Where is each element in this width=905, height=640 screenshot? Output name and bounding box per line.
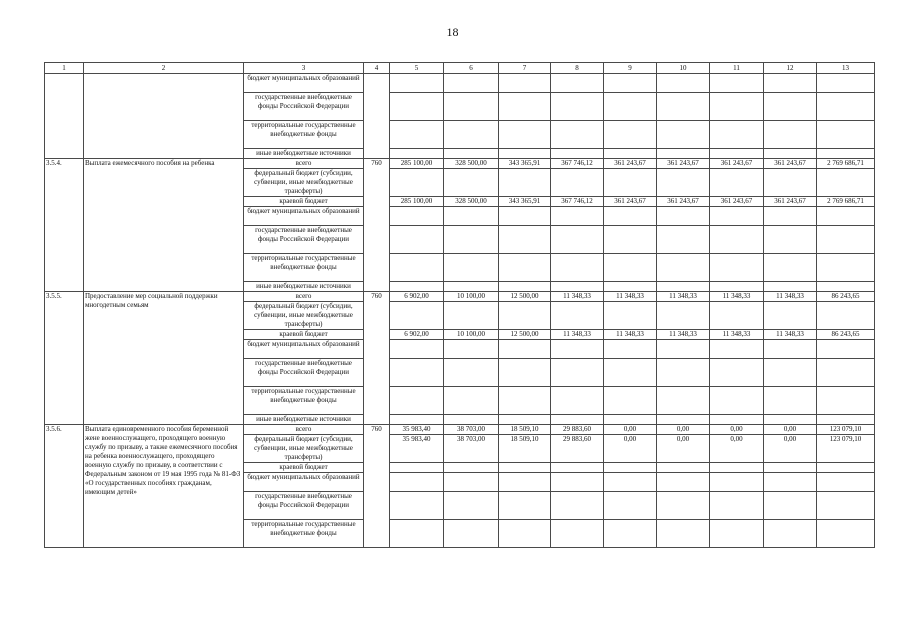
item-code: 3.5.5. [45, 292, 84, 425]
amount-cell [604, 463, 657, 473]
amount-cell [657, 169, 710, 197]
amount-cell: 361 243,67 [604, 197, 657, 207]
amount-cell [710, 169, 764, 197]
table-row [45, 292, 875, 302]
amount-cell [444, 121, 499, 149]
amount-cell [390, 226, 444, 254]
amount-cell [390, 463, 444, 473]
amount-cell [499, 254, 551, 282]
amount-cell: 2 769 686,71 [817, 159, 875, 169]
column-number: 2 [84, 63, 244, 74]
item-name: Выплата ежемесячного пособия на ребенка [84, 159, 244, 292]
amount-cell [444, 302, 499, 330]
amount-cell [604, 207, 657, 226]
amount-cell [764, 74, 817, 93]
amount-cell: 29 883,60 [551, 425, 604, 435]
amount-cell [657, 492, 710, 520]
funding-source: федеральный бюджет (субсидии, субвенции, иные межбюджетные трансферты) [244, 435, 364, 463]
amount-cell: 11 348,33 [710, 330, 764, 340]
amount-cell [499, 93, 551, 121]
amount-cell [764, 473, 817, 492]
amount-cell [710, 74, 764, 93]
amount-cell [657, 520, 710, 548]
amount-cell [444, 149, 499, 159]
amount-cell [764, 359, 817, 387]
funding-source: иные внебюджетные источники [244, 415, 364, 425]
amount-cell [604, 74, 657, 93]
funding-source: государственные внебюджетные фонды Российской Федерации [244, 359, 364, 387]
table-row [45, 425, 875, 435]
amount-cell [764, 387, 817, 415]
amount-cell [604, 520, 657, 548]
amount-cell [710, 387, 764, 415]
table-row [45, 159, 875, 169]
amount-cell [657, 226, 710, 254]
amount-cell [710, 473, 764, 492]
amount-cell: 38 703,00 [444, 425, 499, 435]
amount-cell [390, 340, 444, 359]
funding-source: территориальные государственные внебюджетные фонды [244, 121, 364, 149]
amount-cell: 11 348,33 [604, 330, 657, 340]
amount-cell: 123 079,10 [817, 435, 875, 463]
amount-cell [444, 282, 499, 292]
amount-cell [499, 149, 551, 159]
amount-cell [444, 169, 499, 197]
column-number: 9 [604, 63, 657, 74]
amount-cell [604, 149, 657, 159]
amount-cell [390, 254, 444, 282]
amount-cell: 11 348,33 [551, 330, 604, 340]
amount-cell: 0,00 [764, 435, 817, 463]
amount-cell [657, 93, 710, 121]
amount-cell [817, 207, 875, 226]
amount-cell [499, 282, 551, 292]
amount-cell [551, 93, 604, 121]
amount-cell: 11 348,33 [551, 292, 604, 302]
amount-cell [657, 282, 710, 292]
amount-cell [551, 520, 604, 548]
column-4-code [364, 74, 390, 159]
amount-cell [444, 473, 499, 492]
amount-cell [604, 169, 657, 197]
amount-cell [764, 282, 817, 292]
funding-source: федеральный бюджет (субсидии, субвенции, иные межбюджетные трансферты) [244, 169, 364, 197]
amount-cell [444, 387, 499, 415]
amount-cell: 11 348,33 [764, 330, 817, 340]
amount-cell [551, 74, 604, 93]
amount-cell [604, 359, 657, 387]
amount-cell [499, 121, 551, 149]
amount-cell [604, 121, 657, 149]
amount-cell [444, 74, 499, 93]
amount-cell [710, 149, 764, 159]
amount-cell [551, 359, 604, 387]
amount-cell: 343 365,91 [499, 159, 551, 169]
amount-cell [499, 226, 551, 254]
column-number-row [45, 63, 875, 74]
amount-cell [551, 121, 604, 149]
amount-cell: 11 348,33 [657, 292, 710, 302]
amount-cell [444, 207, 499, 226]
funding-source: федеральный бюджет (субсидии, субвенции, иные межбюджетные трансферты) [244, 302, 364, 330]
amount-cell [390, 415, 444, 425]
amount-cell [499, 387, 551, 415]
amount-cell: 0,00 [604, 435, 657, 463]
amount-cell [499, 74, 551, 93]
amount-cell [817, 121, 875, 149]
amount-cell [604, 254, 657, 282]
amount-cell [764, 121, 817, 149]
amount-cell [604, 226, 657, 254]
item-code: 3.5.6. [45, 425, 84, 548]
funding-source: государственные внебюджетные фонды Российской Федерации [244, 93, 364, 121]
amount-cell [817, 74, 875, 93]
amount-cell [444, 415, 499, 425]
amount-cell [551, 463, 604, 473]
amount-cell [551, 254, 604, 282]
amount-cell: 285 100,00 [390, 197, 444, 207]
amount-cell [710, 463, 764, 473]
amount-cell: 6 902,00 [390, 330, 444, 340]
amount-cell: 86 243,65 [817, 330, 875, 340]
funding-source: всего [244, 159, 364, 169]
amount-cell [710, 121, 764, 149]
column-number: 6 [444, 63, 499, 74]
amount-cell: 361 243,67 [657, 197, 710, 207]
amount-cell [390, 93, 444, 121]
amount-cell [551, 226, 604, 254]
column-4-code: 760 [364, 292, 390, 425]
funding-source: территориальные государственные внебюджетные фонды [244, 520, 364, 548]
amount-cell: 0,00 [710, 435, 764, 463]
amount-cell: 361 243,67 [710, 159, 764, 169]
amount-cell: 343 365,91 [499, 197, 551, 207]
funding-source: иные внебюджетные источники [244, 282, 364, 292]
amount-cell [817, 520, 875, 548]
amount-cell [444, 463, 499, 473]
amount-cell [657, 387, 710, 415]
amount-cell [764, 254, 817, 282]
amount-cell [764, 169, 817, 197]
budget-table [44, 62, 875, 548]
amount-cell: 12 500,00 [499, 330, 551, 340]
page-number: 18 [446, 25, 459, 39]
amount-cell [499, 492, 551, 520]
column-number: 12 [764, 63, 817, 74]
amount-cell [657, 121, 710, 149]
column-number: 8 [551, 63, 604, 74]
amount-cell [710, 415, 764, 425]
amount-cell: 35 983,40 [390, 435, 444, 463]
amount-cell [499, 473, 551, 492]
amount-cell: 123 079,10 [817, 425, 875, 435]
amount-cell: 35 983,40 [390, 425, 444, 435]
item-code [45, 74, 84, 159]
amount-cell [764, 520, 817, 548]
amount-cell [710, 93, 764, 121]
amount-cell [390, 207, 444, 226]
amount-cell [444, 93, 499, 121]
amount-cell [390, 282, 444, 292]
amount-cell [657, 254, 710, 282]
amount-cell: 367 746,12 [551, 197, 604, 207]
amount-cell: 0,00 [710, 425, 764, 435]
amount-cell: 10 100,00 [444, 330, 499, 340]
column-number: 3 [244, 63, 364, 74]
amount-cell: 38 703,00 [444, 435, 499, 463]
amount-cell: 361 243,67 [764, 197, 817, 207]
amount-cell [604, 93, 657, 121]
amount-cell [764, 463, 817, 473]
amount-cell: 361 243,67 [710, 197, 764, 207]
amount-cell [764, 93, 817, 121]
amount-cell [710, 207, 764, 226]
amount-cell [551, 169, 604, 197]
amount-cell [604, 387, 657, 415]
amount-cell [390, 302, 444, 330]
amount-cell: 29 883,60 [551, 435, 604, 463]
amount-cell [710, 359, 764, 387]
amount-cell: 10 100,00 [444, 292, 499, 302]
amount-cell [499, 340, 551, 359]
amount-cell: 361 243,67 [604, 159, 657, 169]
column-number: 4 [364, 63, 390, 74]
amount-cell: 328 500,00 [444, 197, 499, 207]
amount-cell [657, 359, 710, 387]
amount-cell [817, 169, 875, 197]
amount-cell: 0,00 [657, 435, 710, 463]
item-name: Выплата единовременного пособия беременной жене военнослужащего, проходящего военную службу по призыву, а также ежемесячного пособия на ребенка военнослужащего, проходящего военную службу по призыву, в соответствии с Федеральным законом от 19 мая 1995 года № 81-ФЗ «О государственных пособиях гражданам, имеющим детей» [84, 425, 244, 548]
item-code: 3.5.4. [45, 159, 84, 292]
amount-cell [551, 149, 604, 159]
funding-source: государственные внебюджетные фонды Российской Федерации [244, 492, 364, 520]
amount-cell [817, 463, 875, 473]
amount-cell [657, 74, 710, 93]
amount-cell [604, 492, 657, 520]
amount-cell [817, 302, 875, 330]
amount-cell [390, 169, 444, 197]
column-number: 13 [817, 63, 875, 74]
amount-cell [604, 302, 657, 330]
amount-cell [764, 340, 817, 359]
amount-cell: 18 509,10 [499, 425, 551, 435]
amount-cell [390, 149, 444, 159]
amount-cell: 0,00 [657, 425, 710, 435]
amount-cell [817, 282, 875, 292]
amount-cell [817, 93, 875, 121]
column-number: 10 [657, 63, 710, 74]
amount-cell [444, 359, 499, 387]
amount-cell [551, 415, 604, 425]
amount-cell [390, 473, 444, 492]
amount-cell [764, 149, 817, 159]
column-4-code: 760 [364, 425, 390, 548]
amount-cell [764, 415, 817, 425]
amount-cell [710, 226, 764, 254]
amount-cell [499, 302, 551, 330]
amount-cell [390, 121, 444, 149]
table-body [45, 63, 875, 548]
funding-source: государственные внебюджетные фонды Российской Федерации [244, 226, 364, 254]
amount-cell [604, 282, 657, 292]
funding-source: краевой бюджет [244, 197, 364, 207]
amount-cell [499, 463, 551, 473]
amount-cell [444, 254, 499, 282]
amount-cell [710, 282, 764, 292]
amount-cell: 361 243,67 [657, 159, 710, 169]
amount-cell [499, 415, 551, 425]
amount-cell [817, 254, 875, 282]
amount-cell [657, 149, 710, 159]
amount-cell [657, 415, 710, 425]
funding-source: бюджет муниципальных образований [244, 74, 364, 93]
amount-cell [499, 207, 551, 226]
amount-cell [390, 387, 444, 415]
amount-cell [499, 169, 551, 197]
amount-cell [551, 302, 604, 330]
amount-cell [551, 492, 604, 520]
amount-cell [710, 340, 764, 359]
column-number: 11 [710, 63, 764, 74]
table-row [45, 74, 875, 93]
column-number: 1 [45, 63, 84, 74]
column-4-code: 760 [364, 159, 390, 292]
amount-cell [551, 340, 604, 359]
amount-cell: 86 243,65 [817, 292, 875, 302]
amount-cell [817, 387, 875, 415]
amount-cell [710, 492, 764, 520]
amount-cell: 11 348,33 [710, 292, 764, 302]
amount-cell: 12 500,00 [499, 292, 551, 302]
amount-cell [657, 302, 710, 330]
funding-source: краевой бюджет [244, 330, 364, 340]
amount-cell: 367 746,12 [551, 159, 604, 169]
amount-cell [604, 473, 657, 492]
amount-cell: 6 902,00 [390, 292, 444, 302]
amount-cell [764, 226, 817, 254]
amount-cell [657, 207, 710, 226]
amount-cell [817, 415, 875, 425]
amount-cell [657, 463, 710, 473]
amount-cell [604, 415, 657, 425]
funding-source: всего [244, 292, 364, 302]
amount-cell: 11 348,33 [604, 292, 657, 302]
amount-cell [390, 359, 444, 387]
amount-cell [764, 492, 817, 520]
amount-cell [657, 473, 710, 492]
funding-source: территориальные государственные внебюджетные фонды [244, 254, 364, 282]
amount-cell [499, 359, 551, 387]
amount-cell [444, 520, 499, 548]
item-name [84, 74, 244, 159]
funding-source: краевой бюджет [244, 463, 364, 473]
column-number: 7 [499, 63, 551, 74]
amount-cell [604, 340, 657, 359]
funding-source: иные внебюджетные источники [244, 149, 364, 159]
amount-cell: 2 769 686,71 [817, 197, 875, 207]
amount-cell [551, 473, 604, 492]
funding-source: всего [244, 425, 364, 435]
amount-cell [390, 520, 444, 548]
amount-cell: 18 509,10 [499, 435, 551, 463]
funding-source: территориальные государственные внебюджетные фонды [244, 387, 364, 415]
column-number: 5 [390, 63, 444, 74]
funding-source: бюджет муниципальных образований [244, 473, 364, 492]
amount-cell [817, 359, 875, 387]
amount-cell [764, 207, 817, 226]
amount-cell [817, 492, 875, 520]
amount-cell: 361 243,67 [764, 159, 817, 169]
amount-cell: 11 348,33 [764, 292, 817, 302]
amount-cell [817, 340, 875, 359]
amount-cell [444, 226, 499, 254]
amount-cell: 0,00 [764, 425, 817, 435]
amount-cell [764, 302, 817, 330]
amount-cell [817, 473, 875, 492]
amount-cell [390, 74, 444, 93]
funding-source: бюджет муниципальных образований [244, 340, 364, 359]
amount-cell [390, 492, 444, 520]
amount-cell [817, 149, 875, 159]
amount-cell: 285 100,00 [390, 159, 444, 169]
amount-cell: 11 348,33 [657, 330, 710, 340]
amount-cell [710, 520, 764, 548]
amount-cell [499, 520, 551, 548]
funding-source: бюджет муниципальных образований [244, 207, 364, 226]
amount-cell: 0,00 [604, 425, 657, 435]
amount-cell [657, 340, 710, 359]
amount-cell [551, 387, 604, 415]
item-name: Предоставление мер социальной поддержки многодетным семьям [84, 292, 244, 425]
amount-cell [444, 340, 499, 359]
amount-cell [710, 302, 764, 330]
amount-cell: 328 500,00 [444, 159, 499, 169]
amount-cell [444, 492, 499, 520]
amount-cell [551, 207, 604, 226]
amount-cell [551, 282, 604, 292]
amount-cell [817, 226, 875, 254]
amount-cell [710, 254, 764, 282]
